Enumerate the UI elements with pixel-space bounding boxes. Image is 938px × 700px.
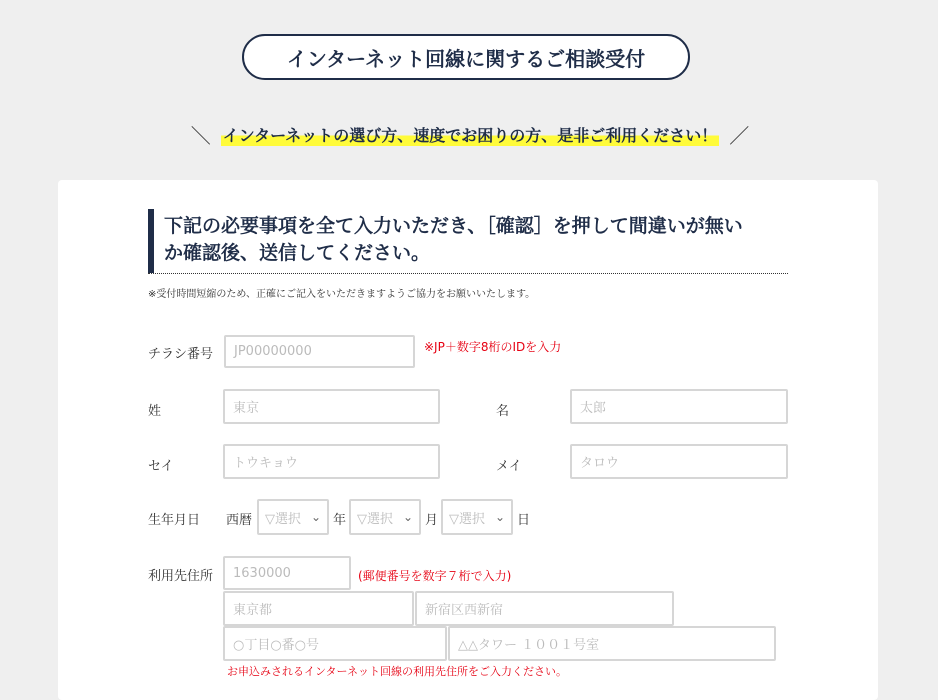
first-name-label: 名	[496, 404, 510, 419]
last-name-kana-input[interactable]: トウキョウ	[223, 444, 440, 479]
street-input[interactable]: ○丁目○番○号	[223, 626, 447, 661]
chevron-down-icon: ⌄	[494, 510, 505, 524]
form-heading-line2: か確認後、送信してください。	[164, 242, 431, 264]
slash-right-decoration: ／	[729, 123, 750, 148]
address-note: お申込みされるインターネット回線の利用先住所をご入力ください。	[227, 665, 568, 678]
city-input[interactable]: 新宿区西新宿	[415, 591, 674, 626]
birth-year-select[interactable]	[257, 499, 329, 535]
last-name-kana-label: セイ	[148, 459, 174, 474]
day-unit-label: 日	[517, 513, 531, 528]
last-name-label: 姓	[148, 404, 162, 419]
heading-divider	[148, 273, 788, 274]
flyer-number-hint: ※JP＋数字8桁のIDを入力	[424, 340, 562, 354]
flyer-number-input[interactable]: JP00000000	[224, 335, 415, 368]
building-input[interactable]: △△タワー １００１号室	[448, 626, 776, 661]
birth-month-select[interactable]	[349, 499, 421, 535]
month-unit-label: 月	[425, 513, 439, 528]
chevron-down-icon: ⌄	[402, 510, 413, 524]
subtitle-text: インターネットの選び方、速度でお困りの方、是非ご利用ください！	[221, 123, 720, 146]
subtitle-banner	[180, 121, 760, 147]
birthdate-label: 生年月日	[148, 513, 201, 528]
flyer-number-label: チラシ番号	[148, 347, 214, 362]
first-name-input[interactable]: 太郎	[570, 389, 788, 424]
slash-left-decoration: ＼	[190, 123, 211, 148]
form-heading-line1: 下記の必要事項を全て入力いただき、［確認］を押して間違いが無い	[164, 215, 743, 237]
page-title-badge	[242, 34, 690, 80]
page-title: インターネット回線に関するご相談受付	[286, 46, 646, 71]
birth-day-value: ▽選択	[449, 511, 485, 527]
form-heading	[148, 209, 788, 273]
address-label: 利用先住所	[148, 569, 214, 584]
first-name-kana-label: メイ	[496, 459, 522, 474]
last-name-input[interactable]: 東京	[223, 389, 440, 424]
birth-month-value: ▽選択	[357, 511, 393, 527]
form-note: ※受付時間短縮のため、正確にご記入をいただきますようご協力をお願いいたします。	[148, 289, 536, 300]
birth-day-select[interactable]	[441, 499, 513, 535]
first-name-kana-input[interactable]: タロウ	[570, 444, 788, 479]
year-unit-label: 年	[333, 513, 347, 528]
postal-code-input[interactable]: 1630000	[223, 556, 351, 590]
postal-code-hint: (郵便番号を数字７桁で入力)	[358, 569, 512, 583]
era-label: 西暦	[226, 513, 253, 528]
birth-year-value: ▽選択	[265, 511, 301, 527]
prefecture-input[interactable]: 東京都	[223, 591, 414, 626]
chevron-down-icon: ⌄	[310, 510, 321, 524]
